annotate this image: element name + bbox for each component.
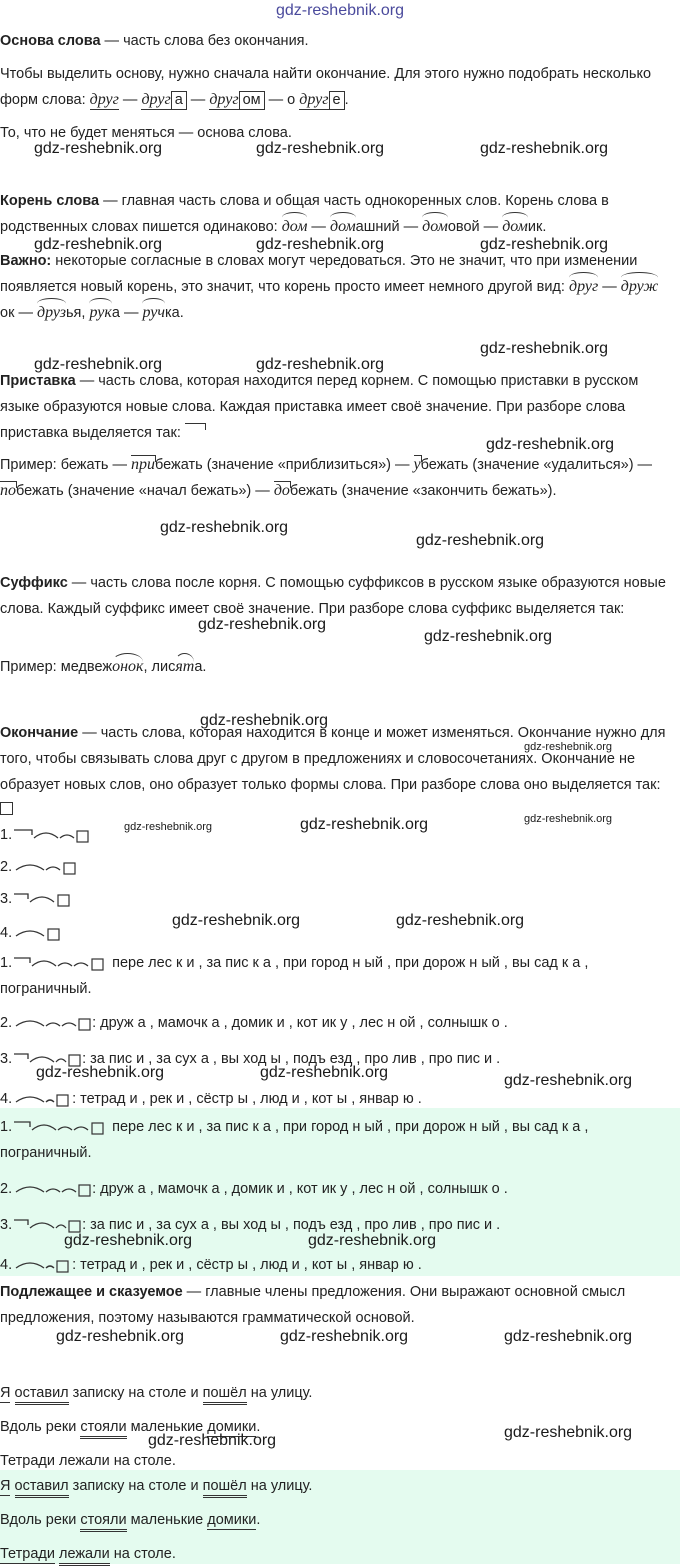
task-row-1: 1. пере лес к и , за пис к а , при город н ый , при дорож н ый , вы сад к а , — [0, 955, 589, 971]
watermark: gdz-reshebnik.org — [524, 741, 613, 753]
ending-symbol — [0, 802, 13, 815]
task-row-4-highlight: 4. : тетрад и , рек и , сёстр ы , люд и , кот ы , январ ю . — [0, 1257, 422, 1273]
sentence-1: Я оставил записку на столе и пошёл на улицу. — [0, 1380, 672, 1406]
watermark: gdz-reshebnik.org — [172, 912, 301, 929]
prefix-definition: Приставка — часть слова, которая находится перед корнем. С помощью приставки в русском языке образуются новые слова. Каждая приставка имеет своё значение. При разборе слова приставка выделяется так: — [0, 373, 639, 441]
task-scheme-2-icon — [12, 1180, 92, 1198]
scheme-4: 4. — [0, 920, 680, 946]
watermark: gdz-reshebnik.org — [504, 1424, 633, 1441]
watermark: gdz-reshebnik.org — [480, 140, 609, 157]
base-term: Основа слова — [0, 33, 101, 49]
base-instruction: Чтобы выделить основу, нужно сначала найти окончание. Для этого нужно подобрать несколько форм слова: друг — друг а — друг ом — о друг е . — [0, 66, 652, 108]
scheme-2: 2. — [0, 854, 680, 880]
task-row-3-highlight: 3. : за пис и , за сух а , вы ход ы , подъ езд , про лив , про пис и . — [0, 1217, 501, 1233]
suffix-definition: Суффикс — часть слова после корня. С помощью суффиксов в русском языке образуются новые слова. Каждый суффикс имеет своё значение. При разборе слова суффикс выделяется так: — [0, 575, 666, 617]
task-row-3: 3. : за пис и , за сух а , вы ход ы , подъ езд , про лив , про пис и . — [0, 1051, 501, 1067]
watermark: gdz-reshebnik.org — [300, 816, 429, 833]
task-scheme-1-icon — [12, 954, 112, 972]
task-row-2-highlight: 2. : друж а , мамочк а , домик и , кот ик у , лес н ой , солнышк о . — [0, 1181, 508, 1197]
watermark: gdz-reshebnik.org — [280, 1328, 409, 1345]
scheme-3: 3. — [0, 886, 680, 912]
watermark: gdz-reshebnik.org — [64, 1232, 193, 1249]
watermark: gdz-reshebnik.org — [504, 1072, 633, 1089]
watermark: gdz-reshebnik.org — [524, 813, 613, 825]
sentence-1-highlight: Я оставил записку на столе и пошёл на улицу. — [0, 1473, 672, 1499]
base-conclusion: То, что не будет меняться — основа слова. — [0, 125, 292, 141]
root-important: Важно: некоторые согласные в словах могут чередоваться. Это не значит, что при изменении появляется новый корень, это значит, что корень просто имеет немного другой вид: друг — дружок — друзья, рука — ручка. — [0, 248, 672, 326]
task-scheme-1-icon — [12, 1118, 112, 1136]
watermark: gdz-reshebnik.org — [260, 1064, 389, 1081]
watermark: gdz-reshebnik.org — [480, 236, 609, 253]
scheme-1-icon — [12, 826, 92, 844]
watermark: gdz-reshebnik.org — [256, 236, 385, 253]
watermark: gdz-reshebnik.org — [124, 821, 213, 833]
task-scheme-4-icon — [12, 1256, 72, 1274]
task-row-2: 2. : друж а , мамочк а , домик и , кот ик у , лес н ой , солнышк о . — [0, 1015, 508, 1031]
watermark: gdz-reshebnik.org — [36, 1064, 165, 1081]
root-definition: Корень слова — главная часть слова и общая часть однокоренных слов. Корень слова в родственных словах пишется одинаково: дом — домашний — домовой — домик. — [0, 188, 672, 240]
task-row-1-cont-highlight: пограничный. — [0, 1145, 92, 1161]
task-row-1-highlight: 1. пере лес к и , за пис к а , при город н ый , при дорож н ый , вы сад к а , — [0, 1119, 589, 1135]
sentence-3-highlight: Тетради лежали на столе. — [0, 1541, 672, 1567]
watermark: gdz-reshebnik.org — [308, 1232, 437, 1249]
base-definition: Основа слова — часть слова без окончания. — [0, 33, 309, 49]
prefix-example: Пример: бежать — прибежать (значение «приблизиться») — убежать (значение «удалиться») — побежать (значение «начал бежать») — добежать (значение «закончить бежать»). — [0, 456, 653, 499]
watermark: gdz-reshebnik.org — [200, 712, 329, 729]
watermark: gdz-reshebnik.org — [34, 140, 163, 157]
watermark: gdz-reshebnik.org — [256, 140, 385, 157]
prefix-symbol — [185, 423, 205, 442]
task-row-1-cont: пограничный. — [0, 981, 92, 997]
ending-definition: Окончание — часть слова, которая находится в конце и может изменяться. Окончание нужно для того, чтобы связывать слова друг с другом в предложениях и словосочетаниях. Окончание не образует новых слов, оно образует только формы слова. При разборе слова оно выделяется так: — [0, 720, 672, 824]
site-watermark-top[interactable]: gdz-reshebnik.org — [275, 2, 405, 19]
watermark: gdz-reshebnik.org — [416, 532, 545, 549]
scheme-1: 1. — [0, 822, 680, 848]
task-scheme-2-icon — [12, 1014, 92, 1032]
watermark: gdz-reshebnik.org — [486, 436, 615, 453]
watermark: gdz-reshebnik.org — [480, 340, 609, 357]
sentence-2: Вдоль реки стояли маленькие домики. — [0, 1414, 672, 1440]
scheme-4-icon — [12, 924, 92, 942]
sentence-3: Тетради лежали на столе. — [0, 1448, 672, 1474]
task-scheme-4-icon — [12, 1090, 72, 1108]
watermark: gdz-reshebnik.org — [396, 912, 525, 929]
scheme-2-icon — [12, 858, 92, 876]
watermark: gdz-reshebnik.org — [56, 1328, 185, 1345]
watermark: gdz-reshebnik.org — [256, 356, 385, 373]
watermark: gdz-reshebnik.org — [34, 236, 163, 253]
watermark: gdz-reshebnik.org — [424, 628, 553, 645]
scheme-3-icon — [12, 890, 92, 908]
watermark: gdz-reshebnik.org — [198, 616, 327, 633]
sentence-2-highlight: Вдоль реки стояли маленькие домики. — [0, 1507, 672, 1533]
watermark: gdz-reshebnik.org — [504, 1328, 633, 1345]
watermark: gdz-reshebnik.org — [34, 356, 163, 373]
watermark: gdz-reshebnik.org — [160, 519, 289, 536]
watermark: gdz-reshebnik.org — [148, 1432, 277, 1449]
task-row-4: 4. : тетрад и , рек и , сёстр ы , люд и , кот ы , январ ю . — [0, 1091, 422, 1107]
suffix-example: Пример: медвежонок, лисята. — [0, 654, 672, 680]
subject-definition: Подлежащее и сказуемое — главные члены предложения. Они выражают основной смысл предложения, поэтому называются грамматической основой. — [0, 1284, 626, 1326]
